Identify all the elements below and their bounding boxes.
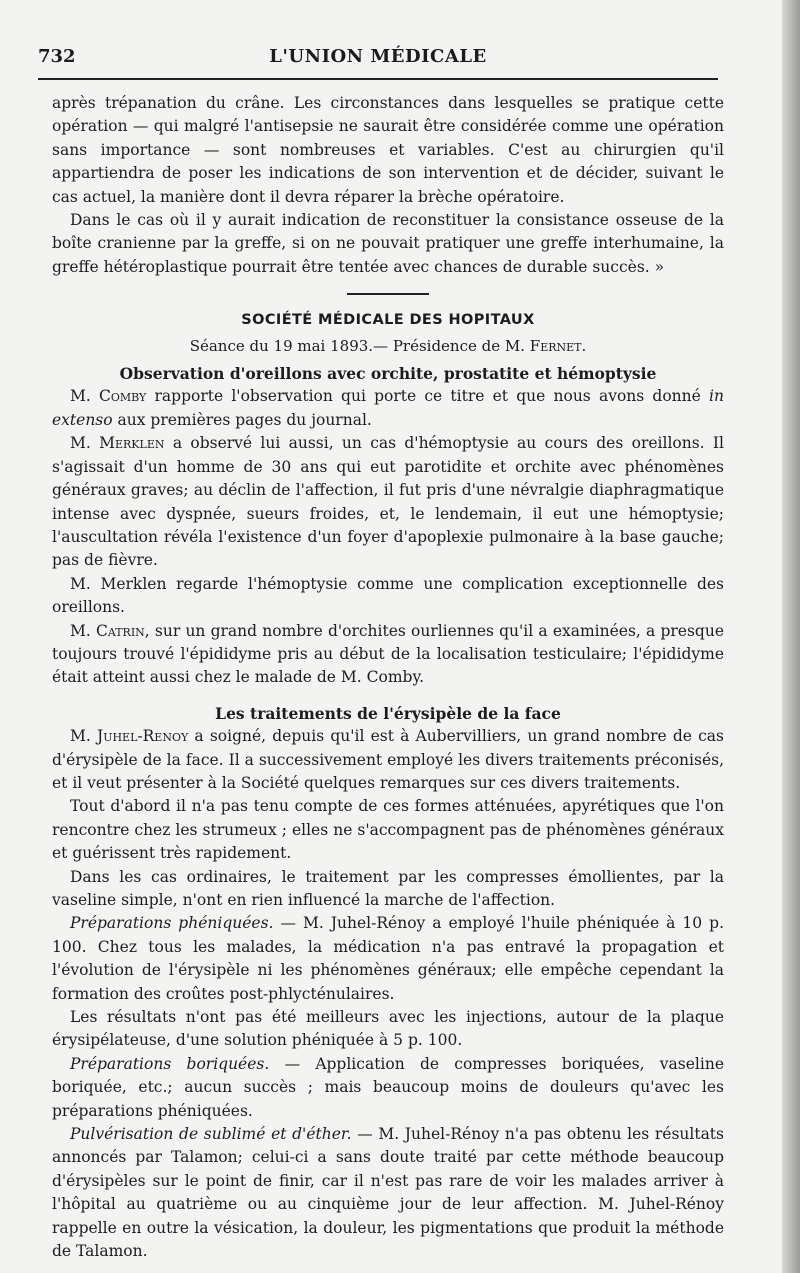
pheniquees-paragraph (52, 912, 724, 1006)
article-body (52, 92, 724, 1264)
comby-text: rapporte l'observation qui porte ce titre et que nous avons donné (154, 387, 701, 406)
abord-paragraph: Tout d'abord il n'a pas tenu compte de ces formes atténuées, apyrétiques que l'on rencontre chez les strumeux ; elles ne s'accompagnent pas de phénomènes généraux et guérissent très rapidement. (52, 797, 724, 863)
merklen-text: a observé lui aussi, un cas d'hémoptysie au cours des oreillons. Il s'agissait d'un homme de 30 ans qui eut parotidite et orchite avec phénomènes généraux graves; au déclin de l'affection, il fut pris d'une névralgie diaphragmatique intense avec dyspnée, sueurs froides, et, le lendemain, il eut une hémoptysie; l'auscultation révéla l'existence d'un foyer d'apoplexie pulmonaire à la base gauche; pas de fièvre. (52, 434, 724, 570)
juhel-text: a soigné, depuis qu'il est à Aubervilliers, un grand nombre de cas d'érysipèle de la face. Il a successivement employé les divers traitements préconisés, et il veut présenter à la Société quelques remarques sur ces divers traitements. (52, 727, 724, 792)
catrin-text: , sur un grand nombre d'orchites ourliennes qu'il a examinées, a presque toujours trouvé l'épididyme pris au début de la localisation testiculaire; l'épididyme était atteint aussi chez le malade de M. Comby. (52, 621, 724, 687)
boriquees-label: Préparations boriquées. (70, 1054, 270, 1073)
pulverisation-text: — M. Juhel-Rénoy n'a pas obtenu les résultats annoncés par Talamon; celui-ci a sans doute traité par cette méthode beaucoup d'érysipèles sur le point de finir, car il n'est pas rare de voir les malades arriver à l'hôpital au quatrième ou au cinquième jour de leur affection. M. Juhel-Rénoy rappelle en outre la vésication, la douleur, les pigmentations que produit la méthode de Talamon. (52, 1125, 724, 1261)
boriquees-paragraph (52, 1053, 724, 1123)
catrin-lead: M. (70, 621, 91, 640)
erysipele-title: Les traitements de l'érysipèle de la face (215, 703, 561, 723)
resultats-paragraph: Les résultats n'ont pas été meilleurs avec les injections, autour de la plaque érysipélateuse, d'une solution phéniquée à 5 p. 100. (52, 1008, 724, 1050)
comby-paragraph (52, 385, 724, 432)
president-name: Fernet (529, 336, 582, 355)
oreillons-title: Observation d'oreillons avec orchite, prostatite et hémoptysie (119, 364, 657, 384)
pheniquees-label: Préparations phéniquées. (70, 914, 274, 933)
pulverisation-label: Pulvérisation de sublimé et d'éther. (70, 1125, 352, 1144)
juhel-lead: M. (70, 727, 91, 746)
page-number: 732 (38, 46, 76, 67)
catrin-name: Catrin (96, 621, 145, 640)
pulverisation-paragraph (52, 1123, 724, 1263)
juhel-paragraph (52, 725, 724, 795)
merklen-name: Merklen (99, 434, 165, 453)
page-header (38, 40, 718, 72)
society-title: SOCIÉTÉ MÉDICALE DES HOPITAUX (241, 312, 535, 329)
merklen-paragraph (52, 432, 724, 572)
page-edge-shadow (782, 0, 800, 1273)
running-title: L'UNION MÉDICALE (269, 46, 487, 67)
session-prefix: Séance du 19 mai 1893.— Présidence de M. (189, 336, 526, 355)
boriquees-text: — Application de compresses boriquées, vaseline boriquée, etc.; aucun succès ; mais beaucoup moins de douleurs qu'avec les préparations phéniquées. (52, 1054, 724, 1120)
merklen-paragraph-2: M. Merklen regarde l'hémoptysie comme une complication exceptionnelle des oreillons. (52, 574, 724, 617)
pheniquees-text: — M. Juhel-Rénoy a employé l'huile phéniquée à 10 p. 100. Chez tous les malades, la médication n'a pas entravé la propagation et l'évolution de l'érysipèle ni les phénomènes généraux; elle empêche cependant la formation des croûtes post-phlycténulaires. (52, 914, 724, 1003)
ordinaires-paragraph: Dans les cas ordinaires, le traitement par les compresses émollientes, par la vaseline simple, n'ont en rien influencé la marche de l'affection. (52, 867, 724, 909)
juhel-name: Juhel-Renoy (96, 727, 189, 746)
session-suffix: . (581, 336, 587, 355)
comby-tail: aux premières pages du journal. (117, 410, 372, 429)
section-divider (347, 293, 429, 295)
intro-paragraph-2: Dans le cas où il y aurait indication de reconstituer la consistance osseuse de la boîte cranienne par la greffe, si on ne pouvait pratiquer une greffe interhumaine, la greffe hétéroplastique pourrait être tentée avec chances de durable succès. » (52, 211, 724, 276)
comby-lead: M. (70, 387, 91, 406)
comby-italic: in extenso (52, 387, 724, 429)
intro-paragraph-1: après trépanation du crâne. Les circonstances dans lesquelles se pratique cette opération — qui malgré l'antisepsie ne saurait être considérée comme une opération sans importance — sont nombreuses et variables. C'est au chirurgien qu'il appartiendra de poser les indications de son intervention et de décider, suivant le cas actuel, la manière dont il devra réparer la brèche opératoire. (52, 94, 724, 206)
comby-name: Comby (99, 387, 147, 406)
merklen-lead: M. (70, 434, 91, 453)
catrin-paragraph (52, 620, 724, 690)
session-line (52, 335, 724, 358)
header-rule (38, 78, 718, 80)
